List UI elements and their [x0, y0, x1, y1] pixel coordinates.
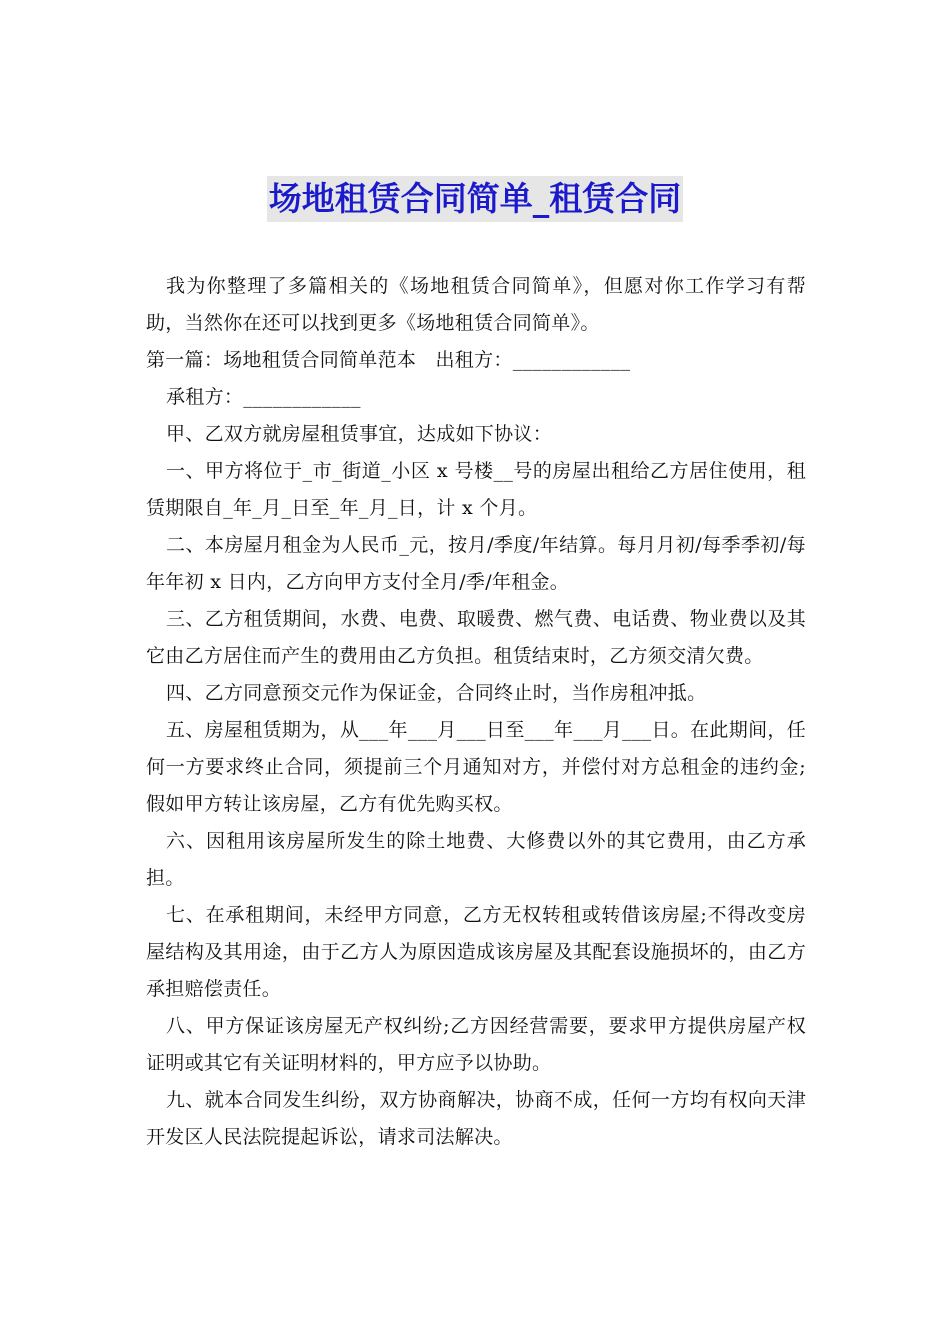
clause-7: 七、在承租期间，未经甲方同意，乙方无权转租或转借该房屋;不得改变房屋结构及其用途，由于乙方人为原因造成该房屋及其配套设施损坏的，由乙方承担赔偿责任。 — [146, 904, 806, 1000]
title-container — [0, 176, 950, 222]
agreement-preamble: 甲、乙双方就房屋租赁事宜，达成如下协议： — [166, 423, 553, 445]
section-heading-lessor: 第一篇：场地租赁合同简单范本 出租方：____________ — [146, 349, 631, 371]
lessee-line: 承租方：____________ — [166, 386, 361, 408]
clause-6: 六、因租用该房屋所发生的除土地费、大修费以外的其它费用，由乙方承担。 — [146, 830, 806, 889]
clause-8: 八、甲方保证该房屋无产权纠纷;乙方因经营需要，要求甲方提供房屋产权证明或其它有关证明材料的，甲方应予以协助。 — [146, 1015, 806, 1074]
clause-2: 二、本房屋月租金为人民币_元，按月/季度/年结算。每月月初/每季季初/每年年初 x 日内，乙方向甲方支付全月/季/年租金。 — [146, 534, 806, 593]
clause-4: 四、乙方同意预交元作为保证金，合同终止时，当作房租冲抵。 — [166, 682, 707, 704]
clause-9: 九、就本合同发生纠纷，双方协商解决，协商不成，任何一方均有权向天津开发区人民法院提起诉讼，请求司法解决。 — [146, 1089, 806, 1148]
document-body — [146, 268, 806, 1156]
document-title: 场地租赁合同简单_租赁合同 — [267, 176, 684, 222]
clause-3: 三、乙方租赁期间，水费、电费、取暖费、燃气费、电话费、物业费以及其它由乙方居住而产生的费用由乙方负担。租赁结束时，乙方须交清欠费。 — [146, 608, 806, 667]
clause-5: 五、房屋租赁期为，从___年___月___日至___年___月___日。在此期间，任何一方要求终止合同，须提前三个月通知对方，并偿付对方总租金的违约金;假如甲方转让该房屋，乙方有优先购买权。 — [146, 719, 806, 815]
clause-1: 一、甲方将位于_市_街道_小区 x 号楼__号的房屋出租给乙方居住使用，租赁期限自_年_月_日至_年_月_日，计 x 个月。 — [146, 460, 806, 519]
intro-paragraph: 我为你整理了多篇相关的《场地租赁合同简单》，但愿对你工作学习有帮助，当然你在还可以找到更多《场地租赁合同简单》。 — [146, 275, 806, 334]
